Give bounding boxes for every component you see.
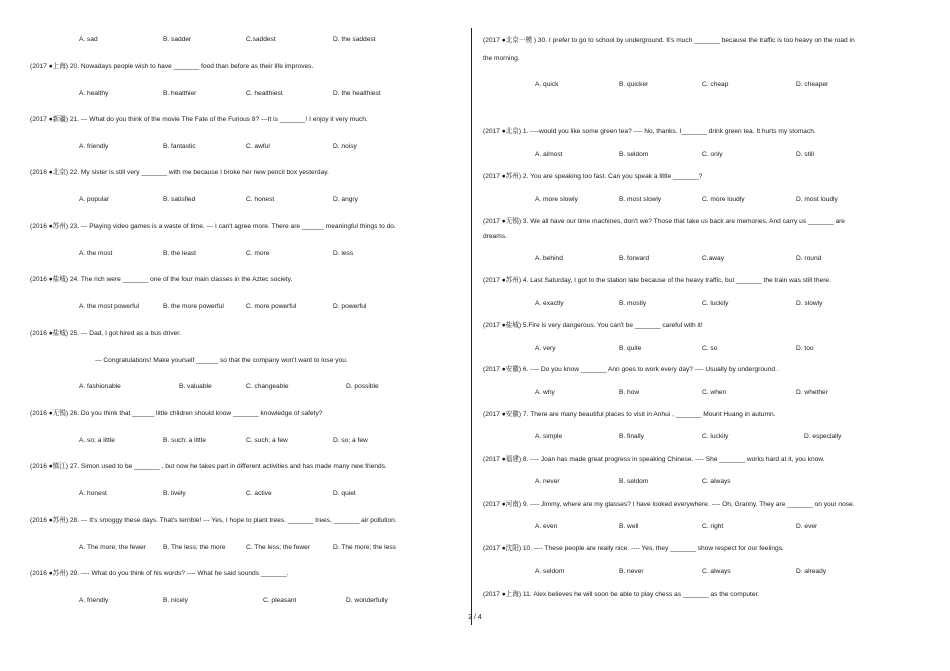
answer-option: A. even	[535, 523, 558, 530]
answer-option: B. lively	[163, 490, 186, 497]
question-text: (2017 ●上海) 11. Alex believes he will soon be able to play chess as _______ as the computer.	[483, 591, 760, 598]
answer-option: A. exactly	[535, 300, 564, 307]
answer-option: C. active	[246, 490, 272, 497]
answer-option: D. slowly	[796, 300, 823, 307]
answer-option: D. especially	[804, 433, 842, 440]
page-number: 2 / 4	[468, 614, 482, 621]
answer-option: B. seldom	[619, 151, 649, 158]
answer-option: C. luckily	[702, 433, 729, 440]
answer-option: C. more	[246, 250, 270, 257]
answer-option: C. such; a few	[246, 437, 288, 444]
answer-option: A. more slowly	[535, 196, 578, 203]
answer-option: D. possible	[346, 383, 379, 390]
question-text-continued: the morning.	[483, 55, 520, 62]
answer-option: C. luckily	[702, 300, 729, 307]
question-text: (2017 ●苏州) 4. Last Saturday, I got to the station late because of the heavy traffic, but _______ the train was still there.	[483, 277, 831, 284]
answer-option: C. only	[702, 151, 723, 158]
question-text: (2016 ●苏州) 29. ---- What do you think of his words? ---- What he said sounds _______.	[30, 570, 289, 577]
answer-option: C. cheap	[702, 81, 729, 88]
answer-option: B. how	[619, 389, 640, 396]
answer-option: B. The less; the more	[163, 544, 226, 551]
answer-option: D. angry	[333, 196, 358, 203]
answer-option: A. healthy	[79, 90, 109, 97]
answer-option: C. honest	[246, 196, 275, 203]
answer-option: B. nicely	[163, 597, 188, 604]
question-text: (2016 ●北京) 22. My sister is still very _______ with me because I broke her new pencil box yesterday.	[30, 169, 329, 176]
answer-option: A. friendly	[79, 143, 109, 150]
answer-option: D. most loudly	[796, 196, 838, 203]
answer-option: B. quite	[619, 345, 642, 352]
answer-option: B. never	[619, 568, 644, 575]
answer-option: B. the more powerful	[163, 303, 224, 310]
answer-option: C. right	[702, 523, 724, 530]
column-divider	[471, 28, 472, 625]
answer-option: C. pleasant	[263, 597, 297, 604]
answer-option: B. healthier	[163, 90, 197, 97]
answer-option: D. quiet	[333, 490, 356, 497]
answer-option: A. seldom	[535, 568, 565, 575]
answer-option: B. most slowly	[619, 196, 662, 203]
question-text: (2016 ●苏州) 28. --- It's smoggy these days. That's terrible! --- Yes, I hope to plant trees. _______ trees, _______ air pollution.	[30, 517, 397, 524]
answer-option: A. the most	[79, 250, 113, 257]
question-text: (2017 ●上海) 20. Nowadays people wish to have _______ food than before as their life improves.	[30, 63, 314, 70]
answer-option: B. seldom	[619, 478, 649, 485]
answer-option: C. so	[702, 345, 718, 352]
answer-option: D. whether	[796, 389, 828, 396]
answer-option: B. sadder	[163, 36, 192, 43]
answer-option: D. cheaper	[796, 81, 829, 88]
answer-option: A. honest	[79, 490, 107, 497]
answer-option: D. less	[333, 250, 354, 257]
question-text: (2016 ●无锡) 26. Do you think that ______ little children should know _______ knowledge of safety?	[30, 410, 323, 417]
answer-option: B. mostly	[619, 300, 647, 307]
answer-option: A. fashionable	[79, 383, 121, 390]
answer-option: D. The more; the less	[333, 544, 396, 551]
answer-option: A. the most powerful	[79, 303, 140, 310]
answer-option: B. forward	[619, 255, 650, 262]
answer-option: A. The more; the fewer	[79, 544, 146, 551]
answer-option: B. quicker	[619, 81, 649, 88]
answer-option: C. awful	[246, 143, 270, 150]
answer-option: D. too	[796, 345, 814, 352]
question-text: (2017 ●河南) 9. ---- Jimmy, where are my glasses? I have looked everywhere. ---- Oh, Granny. They are _______ on your nose.	[483, 501, 855, 508]
answer-option: D. so; a few	[333, 437, 368, 444]
answer-option: A. behind	[535, 255, 563, 262]
answer-option: D. wonderfully	[346, 597, 388, 604]
question-text: (2017 ●盐城) 5.Fire is very dangerous. You can't be _______ careful with it!	[483, 322, 703, 329]
answer-option: C.away	[702, 255, 724, 262]
answer-option: D. still	[796, 151, 814, 158]
answer-option: A. sad	[79, 36, 98, 43]
question-text: (2017 ●无锡) 3. We all have our time machines, don't we? Those that take us back are memories. And carry us _______ are	[483, 218, 845, 225]
answer-option: B. such; a little	[163, 437, 206, 444]
answer-option: C. more powerful	[246, 303, 297, 310]
question-text: (2017 ●沈阳) 10. ---- These people are really nice. ---- Yes, they _______ show respect for our feelings.	[483, 545, 784, 552]
answer-option: A. simple	[535, 433, 563, 440]
answer-option: D. the healthiest	[333, 90, 381, 97]
question-text: (2017 ●福建) 8. ---- Joan has made great progress in speaking Chinese. ---- She _______ works hard at it, you know.	[483, 456, 825, 463]
question-text: (2016 ●镇江) 27. Simon used to be _______ , but now he takes part in different activities and has made many new friends.	[30, 463, 387, 470]
question-text: (2017 ●北京) 1. ----would you like some green tea? ---- No, thanks. I_______ drink green tea. It hurts my stomach.	[483, 128, 816, 135]
answer-option: D. the saddest	[333, 36, 376, 43]
answer-option: C. always	[702, 478, 731, 485]
answer-option: C.saddest	[246, 36, 276, 43]
answer-option: B. the least	[163, 250, 196, 257]
answer-option: C. The less; the fewer	[246, 544, 311, 551]
answer-option: A. very	[535, 345, 556, 352]
answer-option: B. valuable	[179, 383, 212, 390]
answer-option: D. round	[796, 255, 822, 262]
answer-option: A. never	[535, 478, 560, 485]
answer-option: A. so; a little	[79, 437, 115, 444]
answer-option: C. changeable	[246, 383, 289, 390]
question-text: (2016 ●苏州) 23. --- Playing video games is a waste of time. --- I can't agree more. There are ______ meaningful things to do.	[30, 223, 396, 230]
answer-option: A. friendly	[79, 597, 109, 604]
question-text: (2016 ●盐城) 24. The rich were _______ one of the four main classes in the Aztec society.	[30, 276, 293, 283]
question-text: (2017 ●苏州) 2. You are speaking too fast. Can you speak a little _______?	[483, 173, 703, 180]
answer-option: B. well	[619, 523, 639, 530]
question-text: (2017 ●安徽) 6. ---- Do you know _______ Ann goes to work every day? ---- Usually by underground .	[483, 366, 779, 373]
answer-option: A. almost	[535, 151, 563, 158]
question-text-continued: --- Congratulations! Make yourself ______ so that the company won't want to lose you.	[95, 357, 348, 364]
answer-option: C. healthiest	[246, 90, 283, 97]
answer-option: B. fantastic	[163, 143, 196, 150]
answer-option: A. popular	[79, 196, 110, 203]
answer-option: D. already	[796, 568, 827, 575]
answer-option: C. always	[702, 568, 731, 575]
answer-option: A. why	[535, 389, 555, 396]
answer-option: C. more loudly	[702, 196, 745, 203]
answer-option: C. when	[702, 389, 727, 396]
question-text: (2016 ●盐城) 25. --- Dad, I got hired as a bus driver.	[30, 330, 181, 337]
answer-option: A. quick	[535, 81, 559, 88]
question-text-continued: dreams.	[483, 233, 507, 240]
answer-option: D. powerful	[333, 303, 367, 310]
question-text: (2017 ●安徽) 7. There are many beautiful places to visit in Anhui , _______ Mount Huang in autumn.	[483, 411, 776, 418]
answer-option: B. satisfied	[163, 196, 196, 203]
question-text: (2017 ●北京一模 ) 30. I prefer to go to school by underground. It's much _______ because the traffic is too heavy on the road in	[483, 37, 855, 44]
answer-option: D. noisy	[333, 143, 357, 150]
answer-option: B. finally	[619, 433, 644, 440]
answer-option: D. ever	[796, 523, 818, 530]
question-text: (2017 ●新疆) 21. --- What do you think of the movie The Fate of the Furious 8? ---It is _______! I enjoy it very much.	[30, 116, 368, 123]
